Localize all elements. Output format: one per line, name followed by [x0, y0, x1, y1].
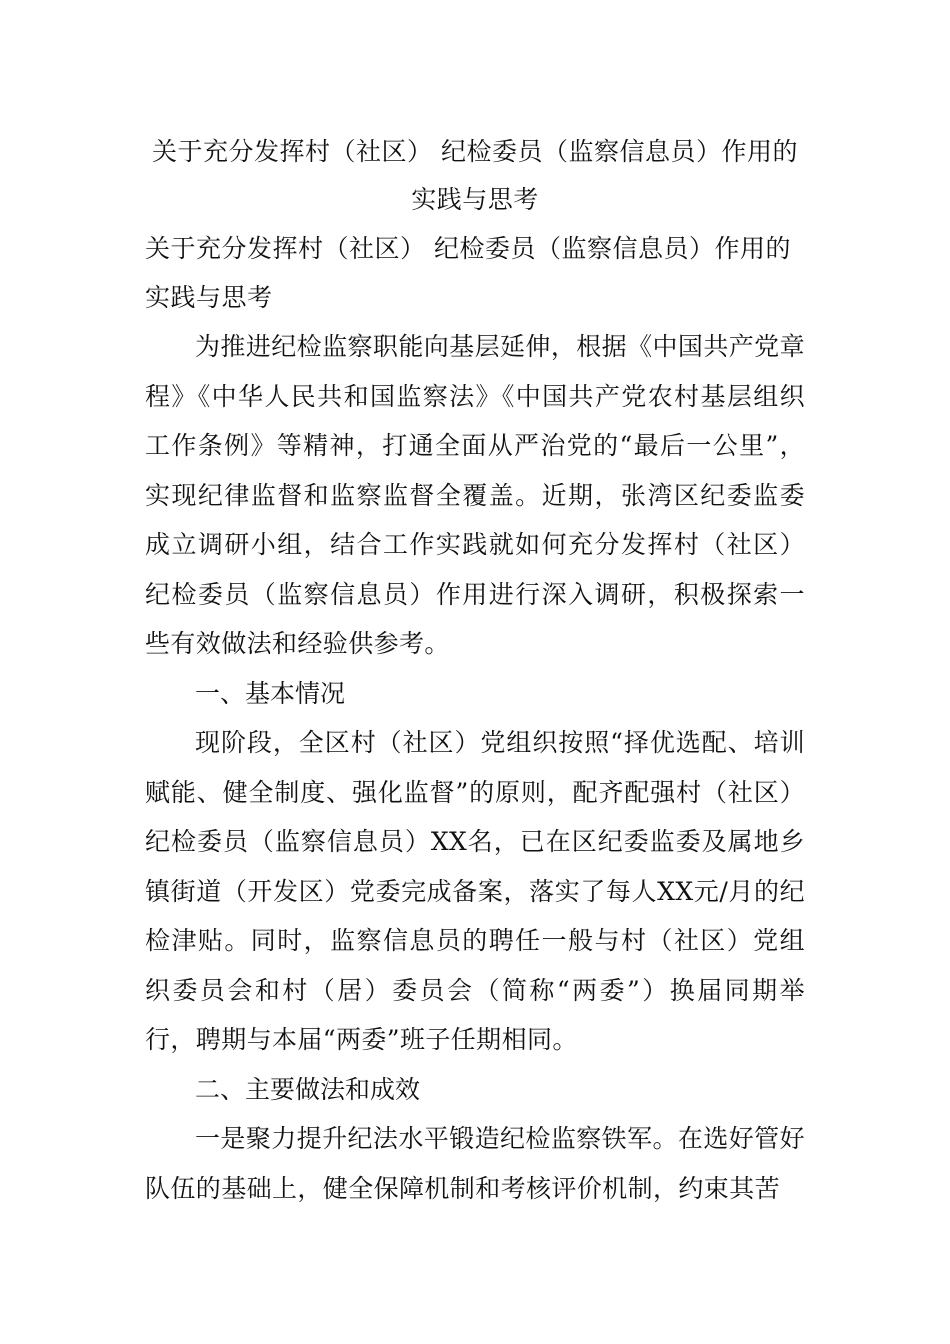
document-page [145, 128, 805, 1213]
section-paragraph-main-practices: 一是聚力提升纪法水平锻造纪检监察铁军。在选好管好队伍的基础上，健全保障机制和考核评价机制，约束其苦 [145, 1124, 805, 1203]
document-subtitle: 关于充分发挥村（社区） 纪检委员（监察信息员）作用的实践与思考 [145, 234, 791, 312]
section-heading-basic-situation: 一、基本情况 [195, 678, 346, 708]
document-title: 关于充分发挥村（社区） 纪检委员（监察信息员）作用的实践与思考 [152, 137, 798, 214]
intro-paragraph: 为推进纪检监察职能向基层延伸，根据《中国共产党章程》《中华人民共和国监察法》《中国共产党农村基层组织工作条例》等精神，打通全面从严治党的“最后一公里”，实现纪律监督和监察监督全覆盖。近期，张湾区纪委监委成立调研小组，结合工作实践就如何充分发挥村（社区）纪检委员（监察信息员）作用进行深入调研，积极探索一些有效做法和经验供参考。 [145, 332, 805, 658]
section-paragraph-basic-situation: 现阶段，全区村（社区）党组织按照“择优选配、培训赋能、健全制度、强化监督”的原则，配齐配强村（社区）纪检委员（监察信息员）XX名，已在区纪委监委及属地乡镇街道（开发区）党委完成备案，落实了每人XX元/月的纪检津贴。同时，监察信息员的聘任一般与村（社区）党组织委员会和村（居）委员会（简称“两委”）换届同期举行，聘期与本届“两委”班子任期相同。 [145, 728, 805, 1054]
section-heading-main-practices: 二、主要做法和成效 [195, 1074, 421, 1104]
